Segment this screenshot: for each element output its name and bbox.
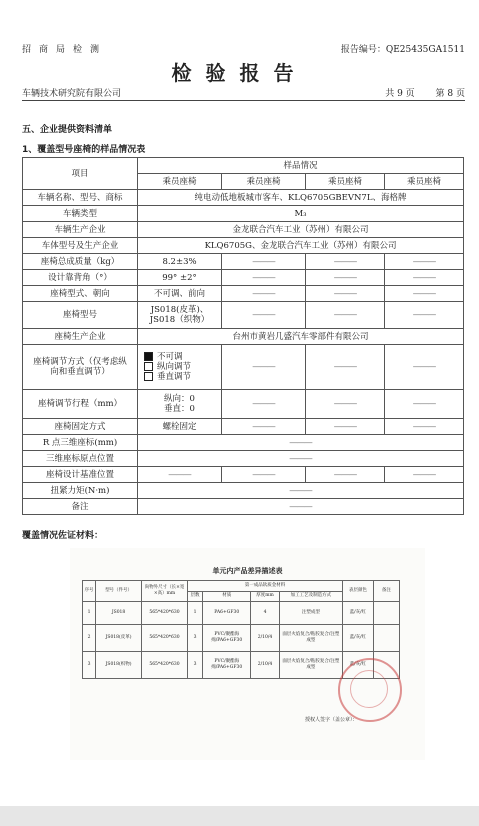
material-title: 覆盖情况佐证材料： <box>22 531 104 541</box>
dash-cell: ——— <box>306 419 385 435</box>
dash-cell: ——— <box>138 451 464 467</box>
row-label: 座椅设计基准位置 <box>23 467 138 483</box>
row-label: 备注 <box>23 499 138 515</box>
dash-cell: ——— <box>306 254 385 270</box>
row-label: 座椅型号 <box>23 302 138 329</box>
dash-cell: ——— <box>385 467 464 483</box>
table-row <box>23 158 464 174</box>
header-cell: 序号 <box>83 581 96 602</box>
header-cell: 材质 <box>203 591 251 602</box>
table-row <box>23 270 464 286</box>
seat-header: 乘员座椅 <box>385 174 464 190</box>
row-value: 金龙联合汽车工业（苏州）有限公司 <box>138 222 464 238</box>
row-value: M₃ <box>138 206 464 222</box>
dash-cell: ——— <box>385 270 464 286</box>
cell: 蓝/灰/红 <box>343 652 374 679</box>
row-label: 座椅生产企业 <box>23 329 138 345</box>
cell: 565*420*630 <box>142 652 188 679</box>
dash-cell: ——— <box>385 390 464 419</box>
row-value: JS018(皮革)、JS018（织物） <box>138 302 222 329</box>
table-row <box>23 329 464 345</box>
section-title: 五、企业提供资料清单 <box>22 125 113 135</box>
header-cell: 备注 <box>373 581 399 602</box>
table-row <box>83 602 400 625</box>
cell: 1 <box>187 602 202 625</box>
cell: 4 <box>251 602 279 625</box>
dash-cell: ——— <box>306 270 385 286</box>
option-longitudinal: 纵向调节 <box>144 362 219 372</box>
dash-cell: ——— <box>306 302 385 329</box>
table-row <box>23 467 464 483</box>
cell: PVC/聚酯海绵/PA6+GF30 <box>203 652 251 679</box>
total-pages: 共 9 页 <box>385 89 415 99</box>
row-value: 8.2±3% <box>138 254 222 270</box>
header-lab-name: 招商局检测 <box>22 45 108 55</box>
row-value: 不可调、前向 <box>138 286 222 302</box>
table-row <box>23 419 464 435</box>
row-value: 纯电动低地板城市客车、KLQ6705GBEVN7L、海格牌 <box>138 190 464 206</box>
row-label: 座椅总成质量（kg） <box>23 254 138 270</box>
checked-box-icon <box>144 352 153 361</box>
travel-values <box>138 390 222 419</box>
cell <box>373 625 399 652</box>
table-row <box>23 238 464 254</box>
subsection-title: 1、覆盖型号座椅的样品情况表 <box>22 145 146 155</box>
cell: 面层火焰复合/粘胶复合/注塑成型 <box>279 652 342 679</box>
dash-cell: ——— <box>222 345 306 390</box>
travel-vertical: 垂直：0 <box>164 404 195 414</box>
institution-name: 车辆技术研究院有限公司 <box>22 89 122 99</box>
table-row <box>23 222 464 238</box>
cell: JS018 <box>96 602 142 625</box>
page-info <box>367 86 465 99</box>
seat-header: 乘员座椅 <box>138 174 222 190</box>
row-value: 99° ±2° <box>138 270 222 286</box>
cell: 注塑成型 <box>279 602 342 625</box>
dash-cell: ——— <box>385 286 464 302</box>
dash-cell: ——— <box>138 483 464 499</box>
cell: PVC/聚酯海绵/PA6+GF30 <box>203 625 251 652</box>
header-cell: 第一成品软质金材料 <box>187 581 342 592</box>
sample-header: 样品情况 <box>138 158 464 174</box>
option-fixed: 不可调 <box>144 352 219 362</box>
row-label: 车体型号及生产企业 <box>23 238 138 254</box>
dash-cell: ——— <box>385 345 464 390</box>
cell: PA6+GF30 <box>203 602 251 625</box>
header-divider <box>22 100 465 101</box>
table-row <box>23 390 464 419</box>
table-row <box>83 625 400 652</box>
dash-cell: ——— <box>222 254 306 270</box>
header-cell: 表层颜色 <box>343 581 374 602</box>
dash-cell: ——— <box>306 286 385 302</box>
table-row <box>23 451 464 467</box>
signature-label: 授权人签字（盖公章）： <box>305 717 358 723</box>
cell: 蓝/灰/红 <box>343 602 374 625</box>
dash-cell: ——— <box>306 345 385 390</box>
cell: 蓝/灰/红 <box>343 625 374 652</box>
dash-cell: ——— <box>306 390 385 419</box>
cell: JS018(皮革) <box>96 625 142 652</box>
row-label: 座椅型式、朝向 <box>23 286 138 302</box>
table-row <box>23 435 464 451</box>
table-row <box>83 581 400 592</box>
cell: 2/10/4 <box>251 652 279 679</box>
table-row <box>23 206 464 222</box>
table-row <box>23 483 464 499</box>
row-label: 扭紧力矩(N·m) <box>23 483 138 499</box>
cell: 2/10/4 <box>251 625 279 652</box>
scanned-attachment <box>70 548 425 760</box>
row-value: KLQ6705G、金龙联合汽车工业（苏州）有限公司 <box>138 238 464 254</box>
cell: 面层火焰复合/粘胶复合/注塑成型 <box>279 625 342 652</box>
unchecked-box-icon <box>144 372 153 381</box>
row-label: R 点三维座标(mm) <box>23 435 138 451</box>
company-seal <box>338 658 402 722</box>
table-row <box>23 345 464 390</box>
row-label: 车辆生产企业 <box>23 222 138 238</box>
cell: 3 <box>187 652 202 679</box>
row-label: 座椅调节行程（mm） <box>23 390 138 419</box>
row-label: 车辆名称、型号、商标 <box>23 190 138 206</box>
header-cell: 厚度mm <box>251 591 279 602</box>
cell: 1 <box>83 602 96 625</box>
dash-cell: ——— <box>222 390 306 419</box>
report-number: 报告编号：QE25435GA1511 <box>340 45 465 55</box>
row-label: 设计靠背角（°） <box>23 270 138 286</box>
dash-cell: ——— <box>138 467 222 483</box>
dash-cell: ——— <box>222 467 306 483</box>
dash-cell: ——— <box>222 270 306 286</box>
cell: 565*420*630 <box>142 602 188 625</box>
cell: 3 <box>83 652 96 679</box>
cell: JS018(织物) <box>96 652 142 679</box>
seat-header: 乘员座椅 <box>306 174 385 190</box>
header-cell: 尚物外尺寸（长×宽×高）mm <box>142 581 188 602</box>
dash-cell: ——— <box>385 302 464 329</box>
header-cell: 加工工艺及制造方式 <box>279 591 342 602</box>
viewer-bottom-bar <box>0 806 479 826</box>
table-row <box>23 286 464 302</box>
dash-cell: ——— <box>385 419 464 435</box>
dash-cell: ——— <box>222 419 306 435</box>
cell: 565*420*630 <box>142 625 188 652</box>
unchecked-box-icon <box>144 362 153 371</box>
dash-cell: ——— <box>222 302 306 329</box>
row-value: 台州市黄岩几盛汽车零部件有限公司 <box>138 329 464 345</box>
sample-table <box>22 157 464 515</box>
table-row <box>23 190 464 206</box>
seal-inner-ring <box>350 670 388 708</box>
travel-horizontal: 纵向：0 <box>164 394 195 404</box>
item-header: 项目 <box>23 158 138 190</box>
row-value: 螺栓固定 <box>138 419 222 435</box>
cell: 3 <box>187 625 202 652</box>
table-row <box>23 302 464 329</box>
current-page: 第 8 页 <box>435 89 465 99</box>
row-label: 座椅固定方式 <box>23 419 138 435</box>
cell: 2 <box>83 625 96 652</box>
dash-cell: ——— <box>138 499 464 515</box>
row-label: 车辆类型 <box>23 206 138 222</box>
cell <box>373 602 399 625</box>
seat-header: 乘员座椅 <box>222 174 306 190</box>
dash-cell: ——— <box>385 254 464 270</box>
attachment-title: 单元内产品差异描述表 <box>212 566 283 575</box>
row-label: 座椅调节方式（仅考虑纵向和垂直调节） <box>23 345 138 390</box>
row-label: 三维座标原点位置 <box>23 451 138 467</box>
option-vertical: 垂直调节 <box>144 372 219 382</box>
dash-cell: ——— <box>222 286 306 302</box>
table-row <box>23 254 464 270</box>
page-title: 检验报告 <box>171 61 308 85</box>
dash-cell: ——— <box>306 467 385 483</box>
dash-cell: ——— <box>138 435 464 451</box>
header-cell: 层数 <box>187 591 202 602</box>
adjust-options <box>138 345 222 390</box>
header-cell: 型号（件号） <box>96 581 142 602</box>
table-row <box>23 499 464 515</box>
